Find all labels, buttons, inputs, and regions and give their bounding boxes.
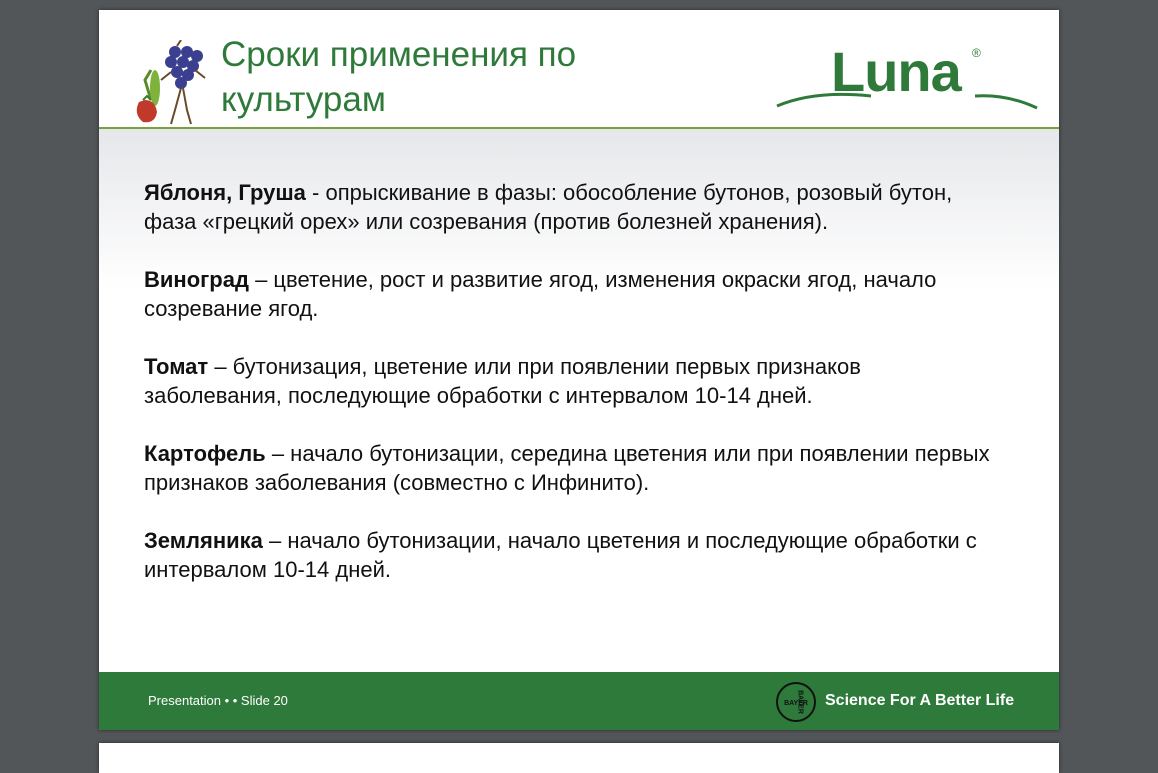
fruit-mascot-icon (131, 40, 209, 126)
crop-text: – начало бутонизации, середина цветения или при появлении первых признаков заболевания (совместно с Инфинито). (144, 441, 990, 495)
slide (99, 10, 1059, 730)
next-slide-edge (99, 743, 1059, 773)
crop-name: Земляника (144, 528, 263, 553)
crop-name: Яблоня, Груша (144, 180, 306, 205)
crop-paragraph (144, 178, 1004, 236)
registered-mark: ® (972, 46, 981, 60)
crop-text: – цветение, рост и развитие ягод, изменения окраски ягод, начало созревание ягод. (144, 267, 937, 321)
slide-title: Сроки применения по культурам (221, 35, 577, 119)
bayer-cross-icon (775, 681, 817, 723)
crop-text: - опрыскивание в фазы: обособление бутонов, розовый бутон, фаза «грецкий орех» или созревания (против болезней хранения). (144, 180, 953, 234)
crop-text: – начало бутонизации, начало цветения и последующие обработки с интервалом 10-14 дней. (144, 528, 977, 582)
slide-number: Presentation • • Slide 20 (148, 693, 288, 708)
crop-name: Томат (144, 354, 209, 379)
bayer-vertical: BAYER (796, 690, 804, 714)
crop-paragraph (144, 439, 1004, 497)
slide-footer (99, 672, 1059, 730)
content-body (144, 178, 1004, 613)
crop-name: Картофель (144, 441, 266, 466)
crop-text: – бутонизация, цветение или при появлении первых признаков заболевания, последующие обработки с интервалом 10-14 дней. (144, 354, 861, 408)
crop-paragraph (144, 352, 1004, 410)
tagline: Science For A Better Life (825, 692, 1015, 709)
luna-logo (775, 40, 1039, 120)
crop-paragraph (144, 526, 1004, 584)
crop-name: Виноград (144, 267, 249, 292)
bayer-horizontal: BAYER (784, 700, 808, 707)
logo-brand: Luna (831, 40, 961, 103)
crop-paragraph (144, 265, 1004, 323)
